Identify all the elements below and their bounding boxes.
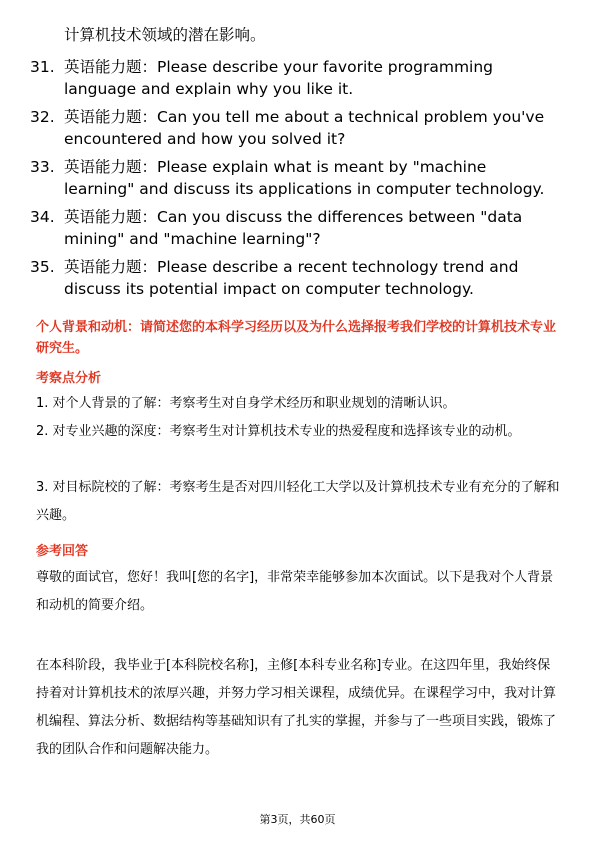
page-number: 第3页，共60页 [259,813,336,826]
answer-heading: 参考回答 [36,544,89,559]
analysis-item: 2. 对专业兴趣的深度：考察考生对计算机技术专业的热爱程度和选择该专业的动机。 [36,424,521,439]
question-list [30,56,560,306]
question-text: 英语能力题：Please describe your favorite programming language and explain why you like it. [64,58,494,98]
question-item [30,156,560,200]
answer-paragraph: 尊敬的面试官，您好！我叫[您的名字]，非常荣幸能够参加本次面试。以下是我对个人背景和动机的简要介绍。 [36,570,554,613]
analysis-item: 3. 对目标院校的了解：考察考生是否对四川轻化工大学以及计算机技术专业有充分的了解和兴趣。 [36,480,560,523]
answer-paragraph: 在本科阶段，我毕业于[本科院校名称]，主修[本科专业名称]专业。在这四年里，我始终保持着对计算机技术的浓厚兴趣，并努力学习相关课程，成绩优异。在课程学习中，我对计算机编程、算法分析、数据结构等基础知识有了扎实的掌握，并参与了一些项目实践，锻炼了我的团队合作和问题解决能力。 [36,658,557,757]
analysis-heading: 考察点分析 [36,371,102,386]
question-number: 33. [30,158,55,176]
question-number: 31. [30,58,55,76]
question-item [30,56,560,100]
question-item [30,106,560,150]
question-number: 32. [30,108,55,126]
question-text: 英语能力题：Can you tell me about a technical problem you've encountered and how you solved it? [64,108,545,148]
question-text: 英语能力题：Please describe a recent technology trend and discuss its potential impact on computer technology. [64,258,519,298]
continuation-line: 计算机技术领域的潜在影响。 [64,26,266,44]
question-number: 34. [30,208,55,226]
question-item [30,206,560,250]
question-text: 英语能力题：Please explain what is meant by "machine learning" and discuss its applications in computer technology. [64,158,545,198]
question-text: 英语能力题：Can you discuss the differences between "data mining" and "machine learning"? [64,208,523,248]
section-question-title: 个人背景和动机：请简述您的本科学习经历以及为什么选择报考我们学校的计算机技术专业研究生。 [36,320,557,356]
question-number: 35. [30,258,55,276]
analysis-item: 1. 对个人背景的了解：考察考生对自身学术经历和职业规划的清晰认识。 [36,396,456,411]
question-item [30,256,560,300]
